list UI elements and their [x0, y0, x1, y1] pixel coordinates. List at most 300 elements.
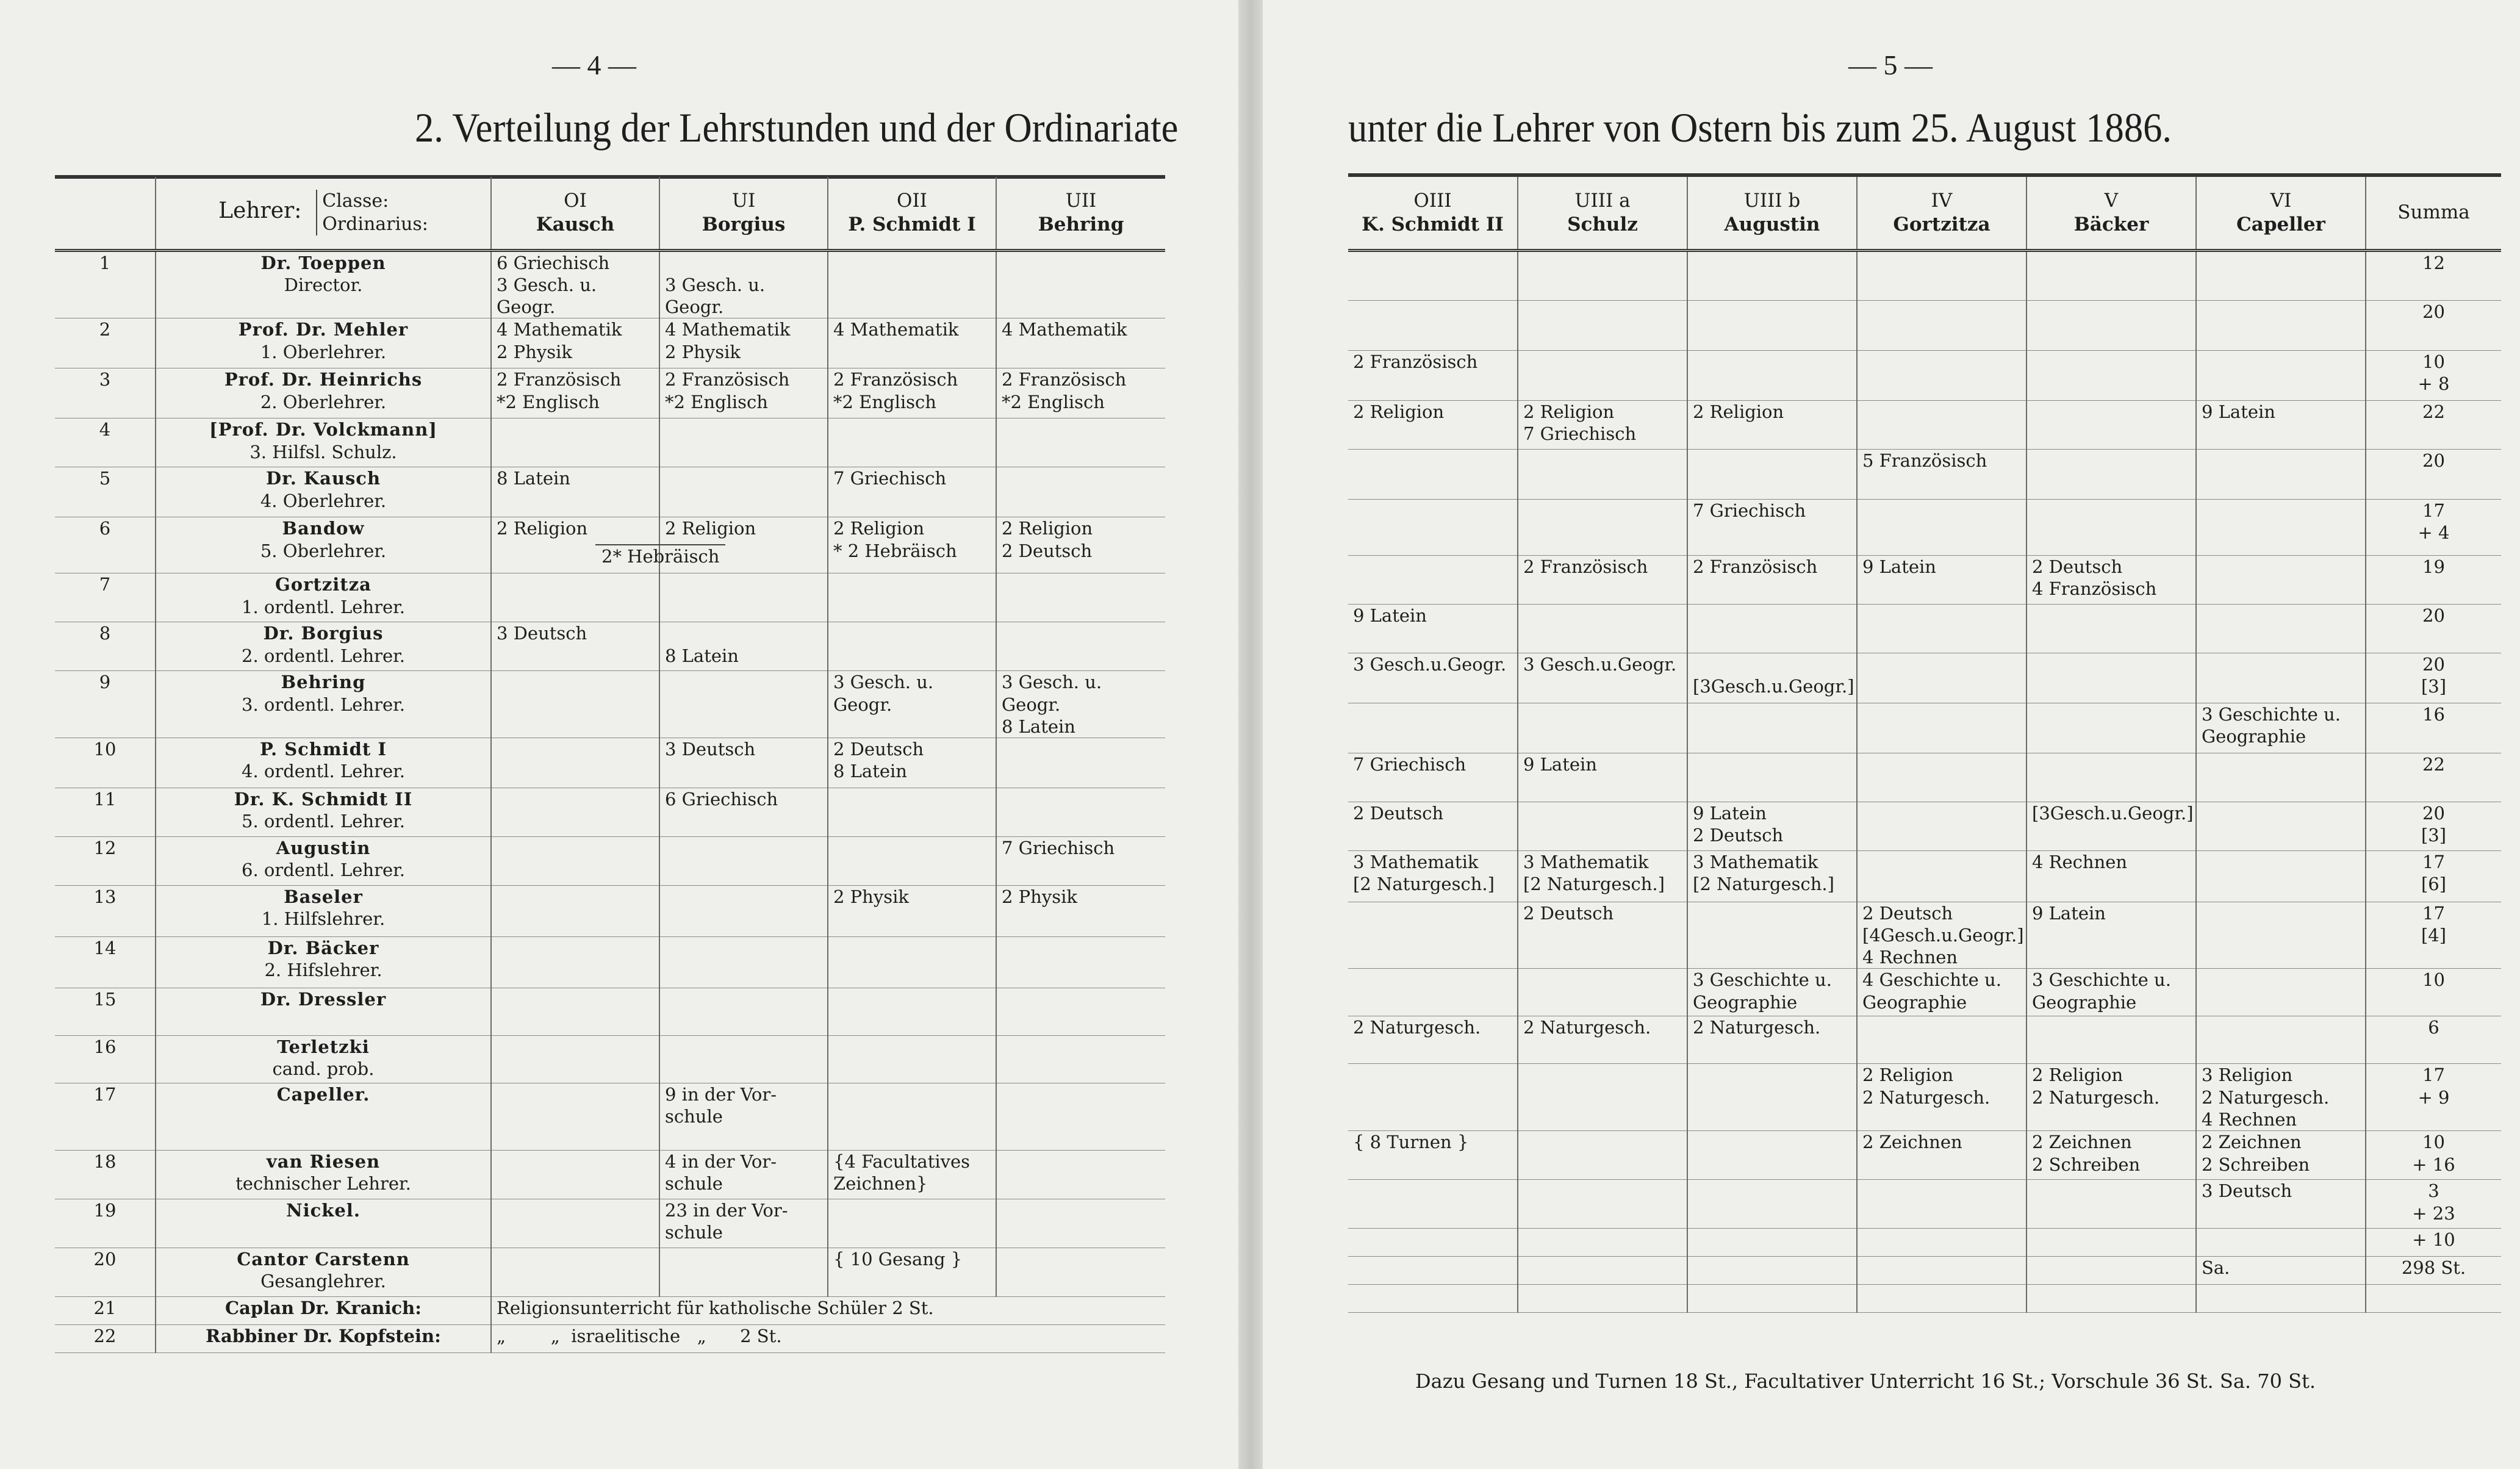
row-number: 18 [55, 1151, 156, 1199]
lesson-cell [996, 1248, 1165, 1297]
teacher-cell [156, 988, 491, 1036]
row-number: 22 [55, 1325, 156, 1353]
summa-cell: 20 [3] [2366, 653, 2501, 703]
lesson-cell [2026, 1229, 2196, 1257]
lesson-cell [1518, 499, 1687, 555]
class-header-uiiia: UIII a Schulz [1518, 177, 1687, 250]
table-row [1348, 1229, 2501, 1257]
summa-cell: 22 [2366, 400, 2501, 449]
teacher-name: Dr. Kausch [265, 468, 381, 489]
lesson-cell: 3 Geschichte u. Geographie [1687, 969, 1857, 1016]
lesson-cell: 4 Geschichte u. Geographie [1857, 969, 2026, 1016]
lesson-cell [2196, 1285, 2366, 1313]
summa-cell: 16 [2366, 703, 2501, 753]
summa-cell: 10 + 8 [2366, 350, 2501, 400]
lesson-cell: 9 Latein [1518, 753, 1687, 802]
lesson-cell [1857, 1016, 2026, 1064]
lesson-cell [659, 671, 828, 738]
teacher-title: 1. Oberlehrer. [260, 341, 387, 362]
lesson-cell: 9 Latein [2026, 902, 2196, 969]
row-number: 11 [55, 788, 156, 837]
teacher-cell [156, 250, 491, 318]
lesson-cell: 2 Zeichnen 2 Schreiben [2196, 1131, 2366, 1180]
table-row [1348, 250, 2501, 300]
row-number: 8 [55, 622, 156, 671]
right-page-title: unter die Lehrer von Ostern bis zum 25. August 1886. [1348, 104, 2172, 151]
lesson-cell [996, 738, 1165, 788]
lesson-cell [1348, 902, 1518, 969]
summa-cell: 20 [2366, 300, 2501, 350]
table-row [55, 467, 1165, 517]
lesson-cell: 2 Deutsch 8 Latein [828, 738, 996, 788]
lesson-cell: {4 Facultatives Zeichnen} [828, 1151, 996, 1199]
lesson-cell [2196, 802, 2366, 850]
teacher-title: Gesanglehrer. [260, 1271, 386, 1292]
lesson-cell [491, 418, 659, 467]
lesson-cell: 9 in der Vor- schule [659, 1083, 828, 1151]
lesson-cell [2196, 969, 2366, 1016]
summa-cell: 20 [2366, 604, 2501, 653]
teacher-name: [Prof. Dr. Volckmann] [209, 419, 438, 440]
lesson-cell [1518, 350, 1687, 400]
teacher-name: Caplan Dr. Kranich: [156, 1297, 491, 1325]
lesson-cell [828, 988, 996, 1036]
right-page [1263, 0, 2520, 1469]
teacher-name: Nickel. [286, 1200, 361, 1221]
summa-cell: 17 + 4 [2366, 499, 2501, 555]
lesson-cell: 9 Latein [2196, 400, 2366, 449]
teacher-title: 2. Hifslehrer. [264, 960, 382, 981]
teacher-name: Capeller. [276, 1084, 370, 1105]
lesson-cell: 3 Geschichte u. Geographie [2196, 703, 2366, 753]
teacher-title: 2. Oberlehrer. [260, 391, 387, 412]
lesson-cell [1857, 1257, 2026, 1285]
lesson-cell [828, 1083, 996, 1151]
teacher-title: 3. Hilfsl. Schulz. [249, 441, 397, 462]
lesson-cell [996, 1083, 1165, 1151]
row-number: 15 [55, 988, 156, 1036]
lesson-cell [1687, 350, 1857, 400]
row-number: 17 [55, 1083, 156, 1151]
row-number: 5 [55, 467, 156, 517]
lesson-cell: [3Gesch.u.Geogr.] [1687, 653, 1857, 703]
table-row [1348, 1131, 2501, 1180]
table-row [1348, 1016, 2501, 1064]
lesson-cell [491, 1199, 659, 1248]
lesson-cell [1348, 969, 1518, 1016]
lesson-cell: 2 Religion 2 Deutsch [996, 517, 1165, 573]
lesson-cell [2196, 250, 2366, 300]
lesson-cell [828, 788, 996, 837]
lesson-cell [2196, 653, 2366, 703]
lesson-cell: 3 Mathematik [2 Naturgesch.] [1518, 850, 1687, 902]
summa-cell: 12 [2366, 250, 2501, 300]
table-row [55, 517, 1165, 573]
teacher-title: 4. Oberlehrer. [260, 490, 387, 511]
lesson-cell [1687, 1180, 1857, 1229]
lesson-cell [1518, 1180, 1687, 1229]
teacher-cell [156, 517, 491, 573]
lesson-cell [996, 467, 1165, 517]
lesson-cell: 8 Latein [659, 622, 828, 671]
lesson-cell: 8 Latein [491, 467, 659, 517]
page-number-left: — 4 — [552, 49, 636, 81]
lesson-cell [2026, 350, 2196, 400]
lesson-cell: 2 Französisch [1518, 555, 1687, 604]
lesson-cell [2026, 400, 2196, 449]
lesson-cell [1687, 1285, 1857, 1313]
lesson-cell [1348, 1180, 1518, 1229]
lesson-cell: 4 in der Vor- schule [659, 1151, 828, 1199]
lesson-cell [1857, 350, 2026, 400]
lesson-cell: 4 Rechnen [2026, 850, 2196, 902]
lesson-cell [1348, 300, 1518, 350]
table-row [1348, 1064, 2501, 1131]
lesson-cell: 9 Latein [1857, 555, 2026, 604]
class-header-v: V Bäcker [2026, 177, 2196, 250]
table-row [55, 937, 1165, 988]
table-row [55, 988, 1165, 1036]
teacher-name: Baseler [284, 886, 363, 907]
summa-cell: 3 + 23 [2366, 1180, 2501, 1229]
lesson-cell: 23 in der Vor- schule [659, 1199, 828, 1248]
lesson-cell: 2 Französisch *2 Englisch [996, 368, 1165, 418]
row-number: 20 [55, 1248, 156, 1297]
lesson-cell [1857, 1180, 2026, 1229]
teacher-name: Dr. K. Schmidt II [234, 789, 413, 810]
lesson-cell: 3 Mathematik [2 Naturgesch.] [1687, 850, 1857, 902]
lesson-cell [2026, 1016, 2196, 1064]
hebraisch-span-note: 2* Hebräisch [595, 544, 725, 567]
teacher-cell [156, 1199, 491, 1248]
teacher-cell [156, 467, 491, 517]
table-row [1348, 1285, 2501, 1313]
lesson-cell: { 10 Gesang } [828, 1248, 996, 1297]
lesson-cell: 5 Französisch [1857, 449, 2026, 499]
distribution-table-left [55, 177, 1165, 1353]
lesson-cell [491, 1151, 659, 1199]
teacher-name: Gortzitza [275, 574, 372, 595]
table-row [55, 368, 1165, 418]
lesson-cell: 2 Religion 2 Naturgesch. [1857, 1064, 2026, 1131]
lesson-cell: 3 Gesch.u.Geogr. [1348, 653, 1518, 703]
lesson-cell [1687, 300, 1857, 350]
lesson-cell [1857, 703, 2026, 753]
lesson-cell [2026, 703, 2196, 753]
lesson-cell: 2 Naturgesch. [1348, 1016, 1518, 1064]
lesson-cell: 2 Französisch [1348, 350, 1518, 400]
lesson-cell [1857, 1285, 2026, 1313]
lesson-cell: 7 Griechisch [996, 837, 1165, 886]
lesson-cell [996, 573, 1165, 622]
lesson-cell [659, 886, 828, 937]
lesson-cell [1687, 604, 1857, 653]
teacher-cell [156, 1151, 491, 1199]
lesson-cell [659, 837, 828, 886]
table-row [55, 573, 1165, 622]
table-row [55, 738, 1165, 788]
religion-note: „ „ israelitische „ 2 St. [491, 1325, 1165, 1353]
lesson-cell [828, 250, 996, 318]
teacher-name: Cantor Carstenn [237, 1249, 410, 1270]
lesson-cell [1518, 604, 1687, 653]
lesson-cell [2026, 604, 2196, 653]
class-header-oii: OII P. Schmidt I [828, 177, 996, 250]
lesson-cell: 3 Religion 2 Naturgesch. 4 Rechnen [2196, 1064, 2366, 1131]
lesson-cell [996, 1199, 1165, 1248]
table-row [1348, 350, 2501, 400]
table-row [1348, 400, 2501, 449]
lesson-cell: 2 Deutsch 4 Französisch [2026, 555, 2196, 604]
row-number: 6 [55, 517, 156, 573]
table-row [1348, 604, 2501, 653]
lesson-cell [996, 1151, 1165, 1199]
table-row [1348, 969, 2501, 1016]
class-header-uiiib: UIII b Augustin [1687, 177, 1857, 250]
lesson-cell [2196, 604, 2366, 653]
lesson-cell [828, 1036, 996, 1083]
lesson-cell [1518, 802, 1687, 850]
table-row [1348, 902, 2501, 969]
lesson-cell [828, 1199, 996, 1248]
table-row [1348, 300, 2501, 350]
lesson-cell: 4 Mathematik 2 Physik [659, 318, 828, 368]
lesson-cell: 2 Physik [996, 886, 1165, 937]
lesson-cell [1518, 969, 1687, 1016]
row-number: 7 [55, 573, 156, 622]
lesson-cell: 3 Deutsch [2196, 1180, 2366, 1229]
lesson-cell [1857, 300, 2026, 350]
lesson-cell [2196, 499, 2366, 555]
lesson-cell [1348, 1064, 1518, 1131]
lesson-cell [2196, 1229, 2366, 1257]
class-header-oiii: OIII K. Schmidt II [1348, 177, 1518, 250]
lesson-cell: 3 Deutsch [491, 622, 659, 671]
lesson-cell [1348, 555, 1518, 604]
lesson-cell: 2 Religion [659, 517, 828, 573]
lesson-cell [1857, 850, 2026, 902]
teacher-name: Rabbiner Dr. Kopfstein: [156, 1325, 491, 1353]
lesson-cell [491, 837, 659, 886]
teacher-name: Augustin [276, 838, 371, 858]
lesson-cell [1687, 250, 1857, 300]
lesson-cell [2196, 753, 2366, 802]
lesson-cell [1687, 902, 1857, 969]
lesson-cell [2026, 1180, 2196, 1229]
lesson-cell: 3 Gesch. u. Geogr. [828, 671, 996, 738]
left-page [0, 0, 1238, 1469]
lesson-cell [828, 622, 996, 671]
lesson-cell: 3 Mathematik [2 Naturgesch.] [1348, 850, 1518, 902]
lesson-cell [1518, 1285, 1687, 1313]
class-header-vi: VI Capeller [2196, 177, 2366, 250]
row-number: 10 [55, 738, 156, 788]
lesson-cell [2026, 449, 2196, 499]
lesson-cell [491, 886, 659, 937]
row-number: 21 [55, 1297, 156, 1325]
lesson-cell [1348, 703, 1518, 753]
lesson-cell [491, 988, 659, 1036]
lesson-cell [491, 937, 659, 988]
lesson-cell: 2 Religion [1348, 400, 1518, 449]
lesson-cell [996, 988, 1165, 1036]
left-page-title: 2. Verteilung der Lehrstunden und der Ordinariate [415, 104, 1179, 151]
lesson-cell [1687, 1131, 1857, 1180]
lesson-cell: 2 Naturgesch. [1518, 1016, 1687, 1064]
summa-cell: 10 [2366, 969, 2501, 1016]
table-row [55, 671, 1165, 738]
teacher-name: Terletzki [277, 1036, 370, 1057]
teacher-name: P. Schmidt I [260, 739, 387, 760]
row-number: 16 [55, 1036, 156, 1083]
table-row [1348, 802, 2501, 850]
lesson-cell: 2 Religion 7 Griechisch [1518, 400, 1687, 449]
table-row [55, 1151, 1165, 1199]
teacher-title: 1. Hilfslehrer. [261, 908, 386, 930]
lesson-cell [1518, 1064, 1687, 1131]
teacher-cell [156, 573, 491, 622]
lesson-cell: 2 Französisch *2 Englisch [828, 368, 996, 418]
table-row [55, 622, 1165, 671]
lesson-cell [2196, 1016, 2366, 1064]
lesson-cell [2026, 753, 2196, 802]
teacher-name: Dr. Borgius [263, 623, 384, 644]
row-number: 9 [55, 671, 156, 738]
lesson-cell [1518, 1131, 1687, 1180]
teacher-name: Dr. Toeppen [260, 252, 386, 273]
lesson-cell: Sa. [2196, 1257, 2366, 1285]
lesson-cell [2026, 300, 2196, 350]
lesson-cell [1518, 250, 1687, 300]
teacher-name: Dr. Dressler [260, 989, 387, 1010]
teacher-cell [156, 318, 491, 368]
table-row [55, 1325, 1165, 1353]
summa-cell: 298 St. [2366, 1257, 2501, 1285]
summa-cell: 22 [2366, 753, 2501, 802]
lesson-cell: 4 Mathematik [828, 318, 996, 368]
religion-note: Religionsunterricht für katholische Schüler 2 St. [491, 1297, 1165, 1325]
lesson-cell: 2 Zeichnen [1857, 1131, 2026, 1180]
class-header-iv: IV Gortzitza [1857, 177, 2026, 250]
table-row [55, 837, 1165, 886]
lesson-cell [1348, 1257, 1518, 1285]
lesson-cell: 3 Geschichte u. Geographie [2026, 969, 2196, 1016]
lesson-cell [2026, 1285, 2196, 1313]
lesson-cell [1348, 449, 1518, 499]
page-number-right: — 5 — [1848, 49, 1933, 81]
lesson-cell [2196, 300, 2366, 350]
table-row [55, 1297, 1165, 1325]
table-row [1348, 653, 2501, 703]
teacher-title: technischer Lehrer. [235, 1173, 411, 1194]
lesson-cell: 2 Religion * 2 Hebräisch [828, 517, 996, 573]
lesson-cell [1518, 300, 1687, 350]
lesson-cell [996, 937, 1165, 988]
teacher-header: Lehrer: Classe: Ordinarius: [156, 177, 491, 250]
lesson-cell: 2 Religion 2* Hebräisch [491, 517, 659, 573]
summa-cell: 19 [2366, 555, 2501, 604]
lesson-cell [2196, 902, 2366, 969]
lesson-cell: 9 Latein 2 Deutsch [1687, 802, 1857, 850]
lesson-cell [491, 1083, 659, 1151]
table-row [1348, 753, 2501, 802]
summa-cell: 17 [4] [2366, 902, 2501, 969]
class-header-uii: UII Behring [996, 177, 1165, 250]
lesson-cell: 7 Griechisch [1348, 753, 1518, 802]
lesson-cell [491, 1036, 659, 1083]
teacher-cell [156, 418, 491, 467]
lesson-cell [1518, 449, 1687, 499]
lesson-cell [2026, 250, 2196, 300]
lesson-cell [1857, 499, 2026, 555]
table-row [1348, 1257, 2501, 1285]
lesson-cell [996, 1036, 1165, 1083]
book-gutter [1238, 0, 1263, 1469]
row-number: 3 [55, 368, 156, 418]
row-number: 4 [55, 418, 156, 467]
teacher-name: Bandow [282, 518, 365, 539]
lesson-cell [2196, 555, 2366, 604]
summa-cell [2366, 1285, 2501, 1313]
lesson-cell [659, 467, 828, 517]
table-row [1348, 499, 2501, 555]
lesson-cell: 2 Physik [828, 886, 996, 937]
teacher-cell [156, 622, 491, 671]
lesson-cell [996, 418, 1165, 467]
lesson-cell: 9 Latein [1348, 604, 1518, 653]
lesson-cell [1348, 499, 1518, 555]
row-number: 13 [55, 886, 156, 937]
teacher-cell [156, 837, 491, 886]
lesson-cell [1518, 1257, 1687, 1285]
lesson-cell [1857, 250, 2026, 300]
row-number-header [55, 177, 156, 250]
lesson-cell [1687, 449, 1857, 499]
table-row [1348, 703, 2501, 753]
lesson-cell: 4 Mathematik 2 Physik [491, 318, 659, 368]
lesson-cell [2026, 1257, 2196, 1285]
teacher-cell [156, 886, 491, 937]
row-number: 1 [55, 250, 156, 318]
table-row [55, 318, 1165, 368]
lesson-cell [491, 671, 659, 738]
lesson-cell: { 8 Turnen } [1348, 1131, 1518, 1180]
lesson-cell: 6 Griechisch [659, 788, 828, 837]
class-header-ui: UI Borgius [659, 177, 828, 250]
class-header-oi: OI Kausch [491, 177, 659, 250]
teacher-title: cand. prob. [272, 1058, 375, 1080]
lesson-cell [659, 1036, 828, 1083]
lesson-cell: 3 Deutsch [659, 738, 828, 788]
lesson-cell [1687, 1064, 1857, 1131]
lesson-cell [659, 988, 828, 1036]
table-row [55, 886, 1165, 937]
row-number: 2 [55, 318, 156, 368]
lesson-cell [491, 1248, 659, 1297]
lesson-cell: 2 Zeichnen 2 Schreiben [2026, 1131, 2196, 1180]
lesson-cell [1857, 802, 2026, 850]
lesson-cell [996, 622, 1165, 671]
lesson-cell [996, 250, 1165, 318]
lesson-cell [2196, 350, 2366, 400]
summa-cell: 20 [2366, 449, 2501, 499]
teacher-name: Dr. Bäcker [267, 938, 379, 958]
teacher-title: 6. ordentl. Lehrer. [242, 860, 405, 881]
teacher-cell [156, 1083, 491, 1151]
teacher-cell [156, 368, 491, 418]
teacher-title: Director. [284, 274, 363, 295]
lesson-cell: [3Gesch.u.Geogr.] [2026, 802, 2196, 850]
